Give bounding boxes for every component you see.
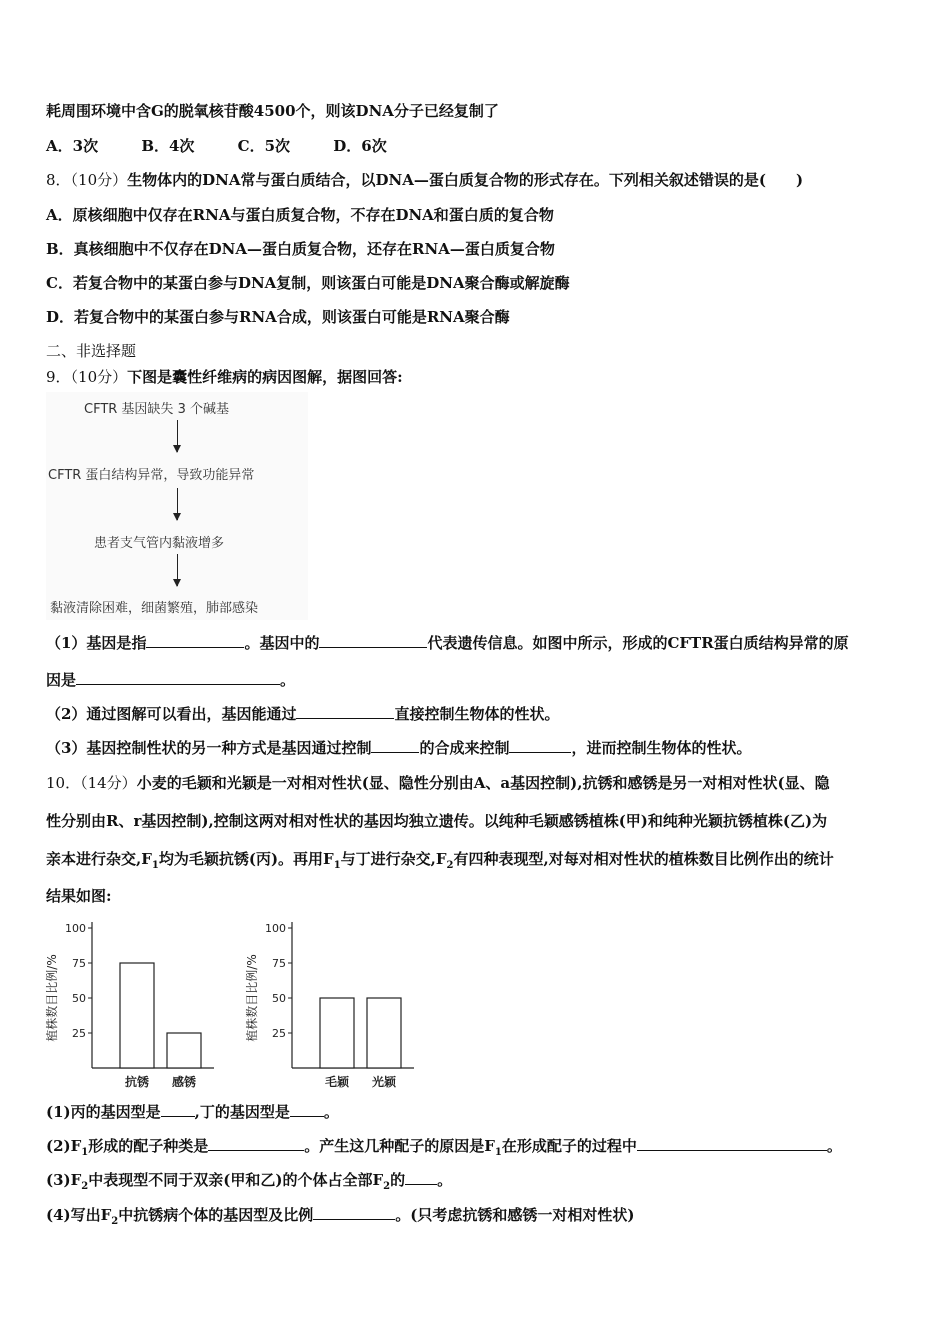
answer-blank[interactable]: [146, 633, 244, 648]
subscript: 2: [383, 1181, 391, 1192]
bar-光颖: [367, 998, 401, 1068]
flow-step-3: 患者支气管内黏液增多: [94, 536, 225, 551]
text: 。(只考虑抗锈和感锈一对相对性状): [395, 1206, 635, 1224]
flowchart: [46, 392, 308, 620]
bar-chart-glume-type: [244, 910, 420, 1095]
flow-step-2: CFTR 蛋白结构异常，导致功能异常: [48, 468, 255, 483]
option-a: A．3次: [46, 137, 99, 155]
text: ,丁的基因型是: [194, 1103, 290, 1121]
text: 。: [280, 671, 296, 689]
option-b: B．4次: [141, 137, 195, 155]
text: （1）基因是指: [46, 634, 147, 652]
answer-blank[interactable]: [313, 1205, 395, 1220]
subscript: 1: [494, 1147, 502, 1158]
text: (1)丙的基因型是: [46, 1103, 161, 1121]
text: (2)F: [46, 1137, 82, 1155]
answer-blank[interactable]: [290, 1102, 324, 1117]
x-tick-label: 感锈: [171, 1075, 197, 1089]
down-arrow-icon: [177, 488, 178, 520]
question-text: 下图是囊性纤维病的病因图解，据图回答:: [127, 368, 403, 386]
text: 小麦的毛颖和光颖是一对相对性状(显、隐性分别由A、a基因控制),抗锈和感锈是另一对相对性状(显、隐: [136, 774, 830, 792]
y-tick-label: 100: [265, 922, 286, 935]
question-9-part-1: [46, 633, 849, 653]
question-number: 10．（14分）: [46, 774, 137, 792]
question-8-option-a: A．原核细胞中仅存在RNA与蛋白质复合物，不存在DNA和蛋白质的复合物: [46, 206, 554, 224]
question-9-stem: [46, 367, 403, 387]
text: 在形成配子的过程中: [501, 1137, 637, 1155]
text: 。: [826, 1137, 842, 1155]
text: 均为毛颖抗锈(丙)。再用F: [158, 850, 334, 868]
answer-blank[interactable]: [509, 738, 571, 753]
question-8-stem: [46, 170, 803, 190]
text: 。产生这几种配子的原因是F: [304, 1137, 495, 1155]
option-c: C．5次: [237, 137, 291, 155]
subscript: 1: [333, 860, 341, 871]
question-10-sub-4: [46, 1205, 634, 1232]
answer-blank[interactable]: [319, 633, 427, 648]
y-tick-label: 25: [72, 1027, 86, 1040]
text: 中表现型不同于双亲(甲和乙)的个体占全部F: [88, 1171, 384, 1189]
flow-step-1: CFTR 基因缺失 3 个碱基: [84, 402, 229, 417]
x-tick-label: 光颖: [371, 1075, 397, 1089]
answer-blank[interactable]: [371, 738, 419, 753]
answer-blank[interactable]: [161, 1102, 195, 1117]
down-arrow-icon: [177, 420, 178, 452]
question-9-part-3: [46, 738, 751, 758]
bar-抗锈: [120, 963, 154, 1068]
y-axis-label: 植株数目比例/%: [245, 954, 259, 1042]
subscript: 1: [81, 1147, 89, 1158]
question-10-line-4: 结果如图:: [46, 887, 112, 905]
y-tick-label: 100: [65, 922, 86, 935]
question-10-line-2: 性分别由R、r基因控制),控制这两对相对性状的基因均独立遗传。以纯种毛颖感锈植株(甲)和纯种光颖抗锈植株(乙)为: [46, 812, 828, 830]
subscript: 2: [81, 1181, 89, 1192]
question-9-part-1-cont: [46, 670, 295, 690]
text: （2）通过图解可以看出，基因能通过: [46, 705, 297, 723]
y-axis-label: 植株数目比例/%: [45, 954, 59, 1042]
text: 直接控制生物体的性状。: [394, 705, 560, 723]
question-number: 9．（10分）: [46, 368, 128, 386]
y-tick-label: 25: [272, 1027, 286, 1040]
question-10-line-3: [46, 849, 834, 876]
question-9-part-2: [46, 704, 559, 724]
question-7-continuation: 耗周围环境中含G的脱氧核苷酸4500个，则该DNA分子已经复制了: [46, 102, 499, 120]
text: （3）基因控制性状的另一种方式是基因通过控制: [46, 739, 372, 757]
x-tick-label: 毛颖: [324, 1075, 350, 1089]
text: 。基因中的: [244, 634, 320, 652]
down-arrow-icon: [177, 554, 178, 586]
text: 的: [390, 1171, 406, 1189]
question-8-option-c: C．若复合物中的某蛋白参与DNA复制，则该蛋白可能是DNA聚合酶或解旋酶: [46, 274, 570, 292]
section-heading: 二、非选择题: [46, 342, 137, 360]
question-7-options: [46, 136, 387, 156]
subscript: 2: [111, 1216, 119, 1227]
text: ，进而控制生物体的性状。: [571, 739, 752, 757]
question-10-sub-1: [46, 1102, 339, 1122]
question-10-line-1: [46, 773, 830, 793]
answer-blank[interactable]: [637, 1136, 827, 1151]
text: 与丁进行杂交,F: [340, 850, 447, 868]
text: 有四种表现型,对每对相对性状的植株数目比例作出的统计: [453, 850, 834, 868]
option-d: D．6次: [333, 137, 387, 155]
question-number: 8．（10分）: [46, 171, 128, 189]
text: 。: [323, 1103, 339, 1121]
y-tick-label: 50: [72, 992, 86, 1005]
answer-blank[interactable]: [208, 1136, 304, 1151]
text: 代表遗传信息。如图中所示，形成的CFTR蛋白质结构异常的原: [427, 634, 849, 652]
text: 因是: [46, 671, 77, 689]
bar-感锈: [167, 1033, 201, 1068]
question-8-option-b: B．真核细胞中不仅存在DNA—蛋白质复合物，还存在RNA—蛋白质复合物: [46, 240, 555, 258]
bar-chart-rust-resistance: [44, 910, 220, 1095]
question-8-option-d: D．若复合物中的某蛋白参与RNA合成，则该蛋白可能是RNA聚合酶: [46, 308, 510, 326]
subscript: 2: [446, 860, 454, 871]
flow-step-4: 黏液清除困难，细菌繁殖，肺部感染: [50, 601, 259, 616]
question-10-sub-3: [46, 1170, 452, 1197]
subscript: 1: [151, 860, 159, 871]
answer-blank[interactable]: [405, 1170, 437, 1185]
text: (3)F: [46, 1171, 82, 1189]
question-text: 生物体内的DNA常与蛋白质结合，以DNA—蛋白质复合物的形式存在。下列相关叙述错误的是( ): [127, 171, 804, 189]
bar-毛颖: [320, 998, 354, 1068]
question-10-sub-2: [46, 1136, 842, 1163]
answer-blank[interactable]: [76, 670, 280, 685]
y-tick-label: 75: [272, 957, 286, 970]
y-tick-label: 50: [272, 992, 286, 1005]
answer-blank[interactable]: [296, 704, 394, 719]
text: 。: [437, 1171, 453, 1189]
text: 亲本进行杂交,F: [46, 850, 152, 868]
text: 的合成来控制: [419, 739, 510, 757]
text: 形成的配子种类是: [88, 1137, 209, 1155]
text: (4)写出F: [46, 1206, 112, 1224]
y-tick-label: 75: [72, 957, 86, 970]
x-tick-label: 抗锈: [124, 1075, 150, 1089]
text: 中抗锈病个体的基因型及比例: [118, 1206, 314, 1224]
